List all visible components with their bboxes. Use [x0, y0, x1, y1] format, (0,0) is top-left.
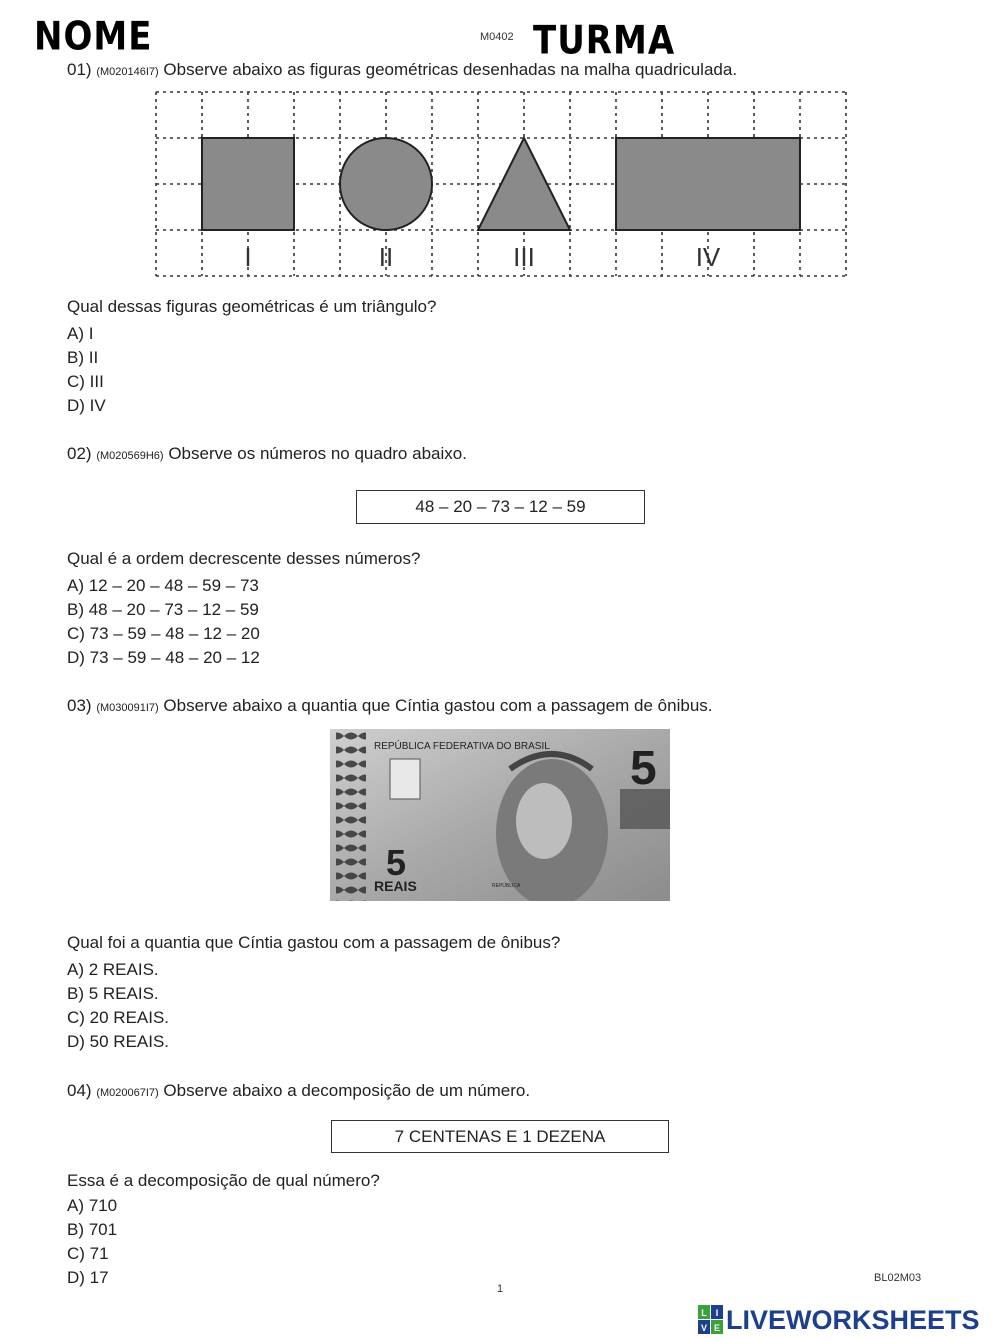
q2-statement: Observe os números no quadro abaixo.	[168, 444, 467, 463]
effigy-face	[516, 783, 572, 859]
q1-statement-line	[67, 60, 737, 80]
q4-statement-line	[67, 1081, 530, 1101]
banknote-denomination-top: 5	[630, 742, 657, 795]
banknote-denomination-bottom: 5	[386, 842, 407, 883]
badge-letter-i: I	[715, 1308, 719, 1318]
figure-label-iv: IV	[695, 242, 721, 272]
q4-statement: Observe abaixo a decomposição de um número.	[163, 1081, 531, 1100]
q3-option-a: A) 2 REAIS.	[67, 960, 159, 979]
figure-label-iii: III	[513, 242, 535, 272]
q3-statement-line	[67, 696, 713, 716]
banknote-small-text: REPÚBLICA	[492, 883, 521, 889]
q1-code: (M020146I7)	[96, 66, 159, 78]
q4-code: (M020067I7)	[96, 1087, 159, 1099]
q1-number: 01)	[67, 60, 92, 79]
q4-option-d: D) 17	[67, 1268, 109, 1287]
q3-statement: Observe abaixo a quantia que Cíntia gastou com a passagem de ônibus.	[163, 696, 713, 715]
q2-option-c: C) 73 – 59 – 48 – 12 – 20	[67, 624, 260, 643]
q1-option-d: D) IV	[67, 396, 106, 415]
q4-options	[67, 1194, 117, 1290]
banknote-watermark-area	[390, 759, 420, 799]
q4-question: Essa é a decomposição de qual número?	[67, 1171, 380, 1190]
badge-letter-e: E	[713, 1323, 721, 1333]
q3-option-b: B) 5 REAIS.	[67, 984, 159, 1003]
q2-option-a: A) 12 – 20 – 48 – 59 – 73	[67, 576, 259, 595]
badge-letter-l: L	[701, 1308, 707, 1318]
banknote-security-strip	[620, 789, 670, 829]
q1-grid-figure	[150, 86, 855, 282]
footer-code: BL02M03	[874, 1272, 922, 1284]
turma-handwritten: TURMA	[533, 18, 676, 64]
q2-option-d: D) 73 – 59 – 48 – 20 – 12	[67, 648, 260, 667]
q4-number: 04)	[67, 1081, 92, 1100]
q2-code: (M020569H6)	[96, 450, 164, 462]
q3-option-d: D) 50 REAIS.	[67, 1032, 170, 1051]
q2-question: Qual é a ordem decrescente desses números?	[67, 549, 421, 568]
q2-option-b: B) 48 – 20 – 73 – 12 – 59	[67, 600, 259, 619]
q3-number: 03)	[67, 696, 92, 715]
liveworksheets-brand[interactable]: LIVEWORKSHEETS	[726, 1304, 980, 1335]
q1-option-a: A) I	[67, 324, 94, 343]
liveworksheets-logo	[698, 1303, 988, 1337]
square-shape	[202, 138, 294, 230]
page-number: 1	[497, 1283, 504, 1295]
doc-code: M0402	[480, 31, 514, 43]
q2-options	[67, 574, 260, 670]
q2-number-box: 48 – 20 – 73 – 12 – 59	[356, 490, 645, 524]
q4-option-a: A) 710	[67, 1196, 118, 1215]
banknote-currency: REAIS	[374, 878, 417, 894]
figure-label-ii: II	[378, 242, 394, 272]
liveworksheets-badge-icon	[698, 1305, 724, 1335]
q1-option-b: B) II	[67, 348, 99, 367]
q4-decomposition-box: 7 CENTENAS E 1 DEZENA	[331, 1120, 669, 1153]
q2-number: 02)	[67, 444, 92, 463]
banknote-country-text: REPÚBLICA FEDERATIVA DO BRASIL	[374, 741, 550, 752]
q1-statement: Observe abaixo as figuras geométricas desenhadas na malha quadriculada.	[163, 60, 738, 79]
q1-options	[67, 322, 106, 418]
q1-question: Qual dessas figuras geométricas é um triângulo?	[67, 297, 437, 316]
badge-letter-v: V	[700, 1323, 708, 1333]
q2-statement-line	[67, 444, 467, 464]
q1-option-c: C) III	[67, 372, 104, 391]
figure-label-i: I	[244, 242, 252, 272]
nome-handwritten: NOME	[34, 14, 153, 60]
q3-options	[67, 958, 169, 1054]
q4-option-b: B) 701	[67, 1220, 118, 1239]
five-reais-banknote	[330, 729, 670, 901]
q3-option-c: C) 20 REAIS.	[67, 1008, 170, 1027]
q3-question: Qual foi a quantia que Cíntia gastou com a passagem de ônibus?	[67, 933, 561, 952]
rectangle-shape	[616, 138, 800, 230]
circle-shape	[340, 138, 432, 230]
q3-code: (M030091I7)	[96, 702, 159, 714]
q4-option-c: C) 71	[67, 1244, 109, 1263]
banknote-ornament	[336, 729, 366, 901]
